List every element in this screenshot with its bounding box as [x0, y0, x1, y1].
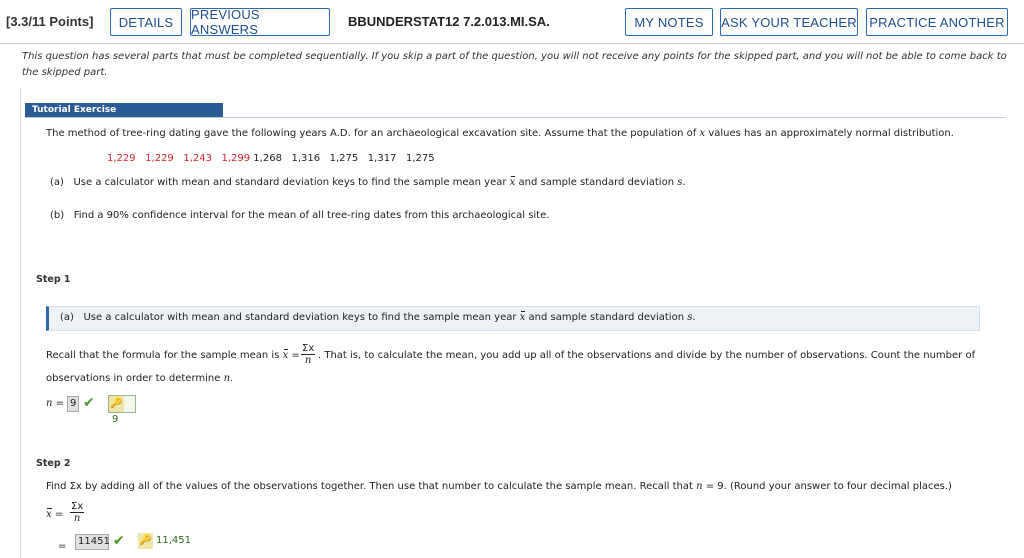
intro-var: x [699, 128, 706, 139]
part-b-body: Find a 90% confidence interval for the mean of all tree-ring dates from this archaeological site. [73, 210, 550, 221]
recall-end: . [230, 373, 234, 384]
part-b-label: (b) [50, 210, 65, 221]
intro-part2: values has an approximately normal distribution. [705, 128, 954, 139]
step1-box-s: s [687, 312, 693, 323]
recall-line2 [46, 373, 233, 384]
step2-instruction [46, 481, 952, 492]
sum-answer-field[interactable]: 11451 [75, 534, 109, 550]
question-id: BBUNDERSTAT12 7.2.013.MI.SA. [348, 14, 550, 29]
sequential-notice: This question has several parts that must be completed sequentially. If you skip a part of the question, you will not receive any points for the skipped part, and you will not be able to come back to the skipped part. [22, 51, 1007, 78]
part-b-text [50, 210, 549, 221]
header-divider [0, 43, 1024, 44]
n-answer-key[interactable] [108, 395, 136, 425]
practice-another-button[interactable]: PRACTICE ANOTHER [866, 8, 1008, 36]
previous-answers-button[interactable]: PREVIOUS ANSWERS [190, 8, 330, 36]
step2-part2: by adding all of the values of the observations together. Then use that number to calculate the sample mean. Recall that [81, 481, 697, 492]
points-label: [3.3/11 Points] [6, 14, 94, 29]
step2-fraction-numerator: Σx [71, 501, 84, 512]
years-list [107, 153, 435, 164]
key-icon: 🔑 [138, 533, 153, 549]
step1-title: Step 1 [36, 274, 71, 285]
checkmark-icon: ✔ [83, 395, 95, 411]
step2-title: Step 2 [36, 458, 71, 469]
my-notes-button[interactable]: MY NOTES [625, 8, 713, 36]
xbar-equation [46, 509, 63, 520]
recall-part1: Recall that the formula for the sample mean is [46, 350, 283, 361]
part-a-end: . [682, 177, 686, 188]
tutorial-rule [25, 117, 1005, 118]
step1-box-part1: Use a calculator with mean and standard deviation keys to find the sample mean year [83, 312, 520, 323]
step1-box-end: . [692, 312, 696, 323]
step2-fraction-denominator: n [73, 513, 81, 524]
checkmark-icon: ✔ [113, 533, 125, 549]
recall-eq: = [288, 350, 300, 361]
recall-line1-end: . That is, to calculate the mean, you add up all of the observations and divide by the number of observations. Count the number of [318, 350, 976, 361]
part-a-label: (a) [50, 177, 64, 188]
details-button[interactable]: DETAILS [110, 8, 182, 36]
step2-n: n [696, 481, 703, 492]
tutorial-badge: Tutorial Exercise [25, 103, 223, 117]
step2-part3: = 9. (Round your answer to four decimal places.) [702, 481, 952, 492]
step1-instruction [60, 312, 696, 323]
recall-line1-start [46, 350, 300, 361]
step1-box-part2: and sample standard deviation [525, 312, 688, 323]
step2-xbar: x [46, 509, 52, 520]
part-a-text [50, 177, 686, 188]
recall-n: n [223, 373, 231, 384]
recall-part3: observations in order to determine [46, 373, 224, 384]
step1-box-xbar: x [519, 312, 526, 323]
step2-fraction [70, 501, 84, 524]
step2-sum: Σx [69, 481, 82, 492]
n-var: n [46, 398, 53, 409]
intro-text [46, 128, 954, 139]
mean-formula-fraction [301, 343, 315, 366]
fraction-denominator: n [304, 355, 312, 366]
years-rest: 1,268 1,316 1,275 1,317 1,275 [250, 153, 435, 164]
part-a-part2: and sample standard deviation [515, 177, 678, 188]
step2-part1: Find [46, 481, 70, 492]
intro-part1: The method of tree-ring dating gave the following years A.D. for an archaeological excavation site. Assume that the population of [46, 128, 700, 139]
step2-eq: = [51, 509, 64, 520]
n-label [46, 398, 64, 409]
sum-answer-key[interactable] [138, 533, 198, 551]
n-answer-field[interactable]: 9 [67, 396, 79, 412]
n-eq: = [52, 398, 65, 409]
years-highlighted: 1,229 1,229 1,243 1,299 [107, 153, 251, 164]
part-a-part1: Use a calculator with mean and standard deviation keys to find the sample mean year [73, 177, 510, 188]
part-a-s: s [677, 177, 683, 188]
question-header [0, 0, 1024, 44]
ask-teacher-button[interactable]: ASK YOUR TEACHER [720, 8, 858, 36]
key-icon: 🔑 [109, 396, 124, 412]
fraction-numerator: Σx [302, 343, 315, 354]
part-a-xbar: x [509, 177, 516, 188]
recall-xbar: x [282, 350, 289, 361]
step1-box-label: (a) [60, 312, 74, 323]
step2-eq2: = [58, 541, 67, 552]
sum-key-value: 11,451 [156, 535, 191, 546]
n-key-value: 9 [112, 414, 119, 425]
